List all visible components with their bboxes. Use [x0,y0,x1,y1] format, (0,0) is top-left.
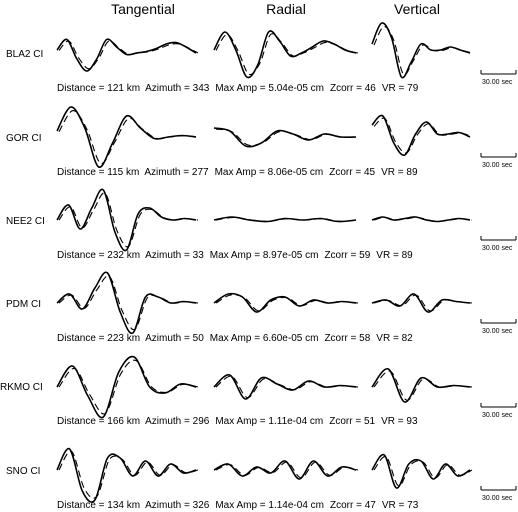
info-azimuth: Azimuth = 343 [145,83,210,94]
station-info-text [57,83,419,94]
station-info-text [57,250,413,261]
time-scale-bar [481,236,516,252]
info-vr: VR = 89 [376,250,413,261]
station-label: GOR CI [6,133,42,144]
info-max-amp: Max Amp = 5.04e-05 cm [215,83,324,94]
info-zcorr: Zcorr = 45 [329,167,376,178]
station-info-text [57,500,419,511]
observed-trace-vertical [372,369,470,402]
column-header-radial: Radial [266,1,306,17]
info-zcorr: Zcorr = 59 [324,250,371,261]
time-scale-label: 30.00 sec [482,79,513,86]
station-info-text [57,416,418,427]
station-row [6,133,516,178]
observed-trace-tangential [57,107,196,167]
time-scale-label: 30.00 sec [482,162,513,169]
info-azimuth: Azimuth = 326 [145,500,210,511]
info-vr: VR = 79 [381,83,419,94]
info-zcorr: Zcorr = 51 [329,416,376,427]
observed-trace-tangential [57,449,196,503]
info-max-amp: Max Amp = 8.06e-05 cm [214,167,324,178]
time-scale-label: 30.00 sec [482,245,513,252]
station-label: BLA2 CI [6,49,44,60]
time-scale-label: 30.00 sec [482,495,513,502]
time-scale-bar [481,153,516,169]
observed-trace-vertical [372,294,470,312]
synthetic-trace-tangential [59,193,198,247]
info-zcorr: Zcorr = 58 [324,333,371,344]
info-distance: Distance = 223 km [57,333,141,344]
time-scale-label: 30.00 sec [482,328,513,335]
time-scale-bar [481,486,516,502]
synthetic-trace-tangential [59,276,198,330]
synthetic-trace-vertical [374,456,472,485]
info-distance: Distance = 134 km [57,500,141,511]
time-scale-bar [481,319,516,335]
info-vr: VR = 93 [381,416,418,427]
info-zcorr: Zcorr = 47 [330,500,376,511]
info-azimuth: Azimuth = 50 [145,333,204,344]
info-distance: Distance = 232 km [57,250,141,261]
station-info-text [57,167,418,178]
observed-trace-radial [214,31,356,78]
synthetic-trace-vertical [374,371,472,400]
synthetic-trace-tangential [59,451,198,498]
station-row [6,216,516,261]
info-vr: VR = 82 [376,333,413,344]
column-headers [111,1,440,17]
station-label: RKMO CI [0,382,43,393]
info-vr: VR = 73 [381,500,419,511]
info-distance: Distance = 115 km [57,167,140,178]
info-zcorr: Zcorr = 46 [330,83,376,94]
info-max-amp: Max Amp = 8.97e-05 cm [209,250,319,261]
synthetic-trace-vertical [374,295,472,311]
info-azimuth: Azimuth = 33 [145,250,204,261]
station-label: NEE2 CI [6,216,45,227]
info-azimuth: Azimuth = 296 [145,416,210,427]
observed-trace-radial [214,461,356,479]
station-row [6,299,516,344]
time-scale-bar [481,70,516,86]
info-max-amp: Max Amp = 1.14e-04 cm [215,500,324,511]
time-scale-bar [481,403,516,419]
time-scale-label: 30.00 sec [482,412,513,419]
synthetic-trace-vertical [374,27,472,75]
column-header-vertical: Vertical [394,1,440,17]
observed-trace-vertical [372,23,470,78]
synthetic-trace-radial [216,295,358,311]
info-vr: VR = 89 [381,167,418,178]
column-header-tangential: Tangential [111,1,175,17]
station-label: SNO CI [6,466,41,477]
info-azimuth: Azimuth = 277 [144,167,209,178]
observed-trace-radial [214,128,356,147]
station-label: PDM CI [6,299,41,310]
synthetic-trace-tangential [59,360,198,414]
waveform-traces [57,23,472,502]
station-row [0,382,516,427]
info-distance: Distance = 166 km [57,416,141,427]
info-distance: Distance = 121 km [57,83,141,94]
info-max-amp: Max Amp = 6.60e-05 cm [209,333,319,344]
info-max-amp: Max Amp = 1.11e-04 cm [215,416,324,427]
station-info-text [57,333,413,344]
